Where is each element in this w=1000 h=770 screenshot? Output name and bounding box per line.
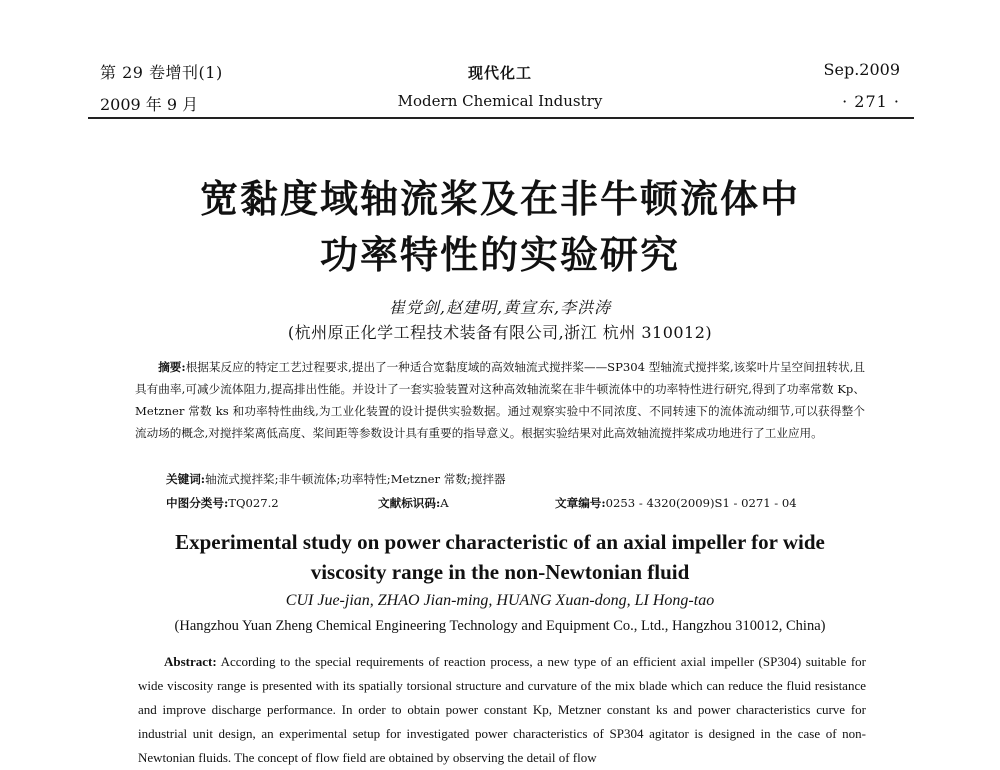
- document-code: [378, 495, 449, 511]
- article-number-value: 0253 - 4320(2009)S1 - 0271 - 04: [605, 496, 797, 510]
- publication-date-cn: 2009 年 9 月: [100, 95, 199, 114]
- affiliation-en: (Hangzhou Yuan Zheng Chemical Engineering Technology and Equipment Co., Ltd., Hangzhou 310012, China): [174, 618, 826, 634]
- abstract-cn: [135, 356, 865, 444]
- volume-issue: 第 29 卷增刊(1): [100, 63, 223, 82]
- title-cn-line2: 功率特性的实验研究: [319, 233, 680, 277]
- journal-header: [100, 60, 900, 114]
- document-code-value: A: [440, 496, 449, 510]
- clc-value: TQ027.2: [228, 496, 279, 510]
- page-number: · 271 ·: [842, 92, 900, 111]
- title-en-line1: Experimental study on power characteristic of an axial impeller for wide: [175, 530, 825, 554]
- affiliation-cn: (杭州原正化学工程技术装备有限公司,浙江 杭州 310012): [287, 323, 713, 342]
- clc-number: [166, 495, 279, 511]
- abstract-en: [138, 650, 866, 770]
- publication-date-en: Sep.2009: [823, 60, 900, 79]
- document-code-label: 文献标识码:: [378, 496, 441, 510]
- keywords-cn-label: 关键词:: [166, 472, 206, 486]
- abstract-cn-label: 摘要:: [158, 360, 186, 374]
- journal-name-cn: 现代化工: [467, 64, 532, 82]
- title-cn-line1: 宽黏度域轴流桨及在非牛顿流体中: [199, 177, 800, 221]
- article-number-label: 文章编号:: [555, 496, 606, 510]
- abstract-en-label: Abstract:: [164, 654, 217, 669]
- article-number: [555, 495, 797, 511]
- header-rule: [88, 117, 914, 119]
- clc-label: 中图分类号:: [166, 496, 229, 510]
- authors-en: CUI Jue-jian, ZHAO Jian-ming, HUANG Xuan-dong, LI Hong-tao: [285, 592, 715, 609]
- abstract-en-text: According to the special requirements of reaction process, a new type of an efficient axial impeller (SP304) suitable for wide viscosity range is presented with its spatially torsional structure and curvature of the mix blade which can reduce the fluid resistance and improve discharge performance. In order to obtain power constant Kp, Metzner constant ks and power characteristics curve for industrial unit design, an experimental setup for investigated power characteristics of SP304 agitator is designed in the case of non-Newtonian fluids. The concept of flow field are obtained by observing the detail of flow: [138, 654, 866, 765]
- keywords-cn: [166, 471, 506, 487]
- title-en-line2: viscosity range in the non-Newtonian fluid: [310, 560, 690, 584]
- journal-name-en: Modern Chemical Industry: [397, 92, 603, 110]
- keywords-cn-text: 轴流式搅拌桨;非牛顿流体;功率特性;Metzner 常数;搅拌器: [205, 472, 506, 486]
- authors-cn: 崔党剑,赵建明,黄宣东,李洪涛: [388, 298, 612, 317]
- abstract-cn-text: 根据某反应的特定工艺过程要求,提出了一种适合宽黏度域的高效轴流式搅拌桨——SP304 型轴流式搅拌桨,该桨叶片呈空间扭转状,且具有曲率,可减少流体阻力,提高排出性能。并设计了一套实验装置对这种高效轴流桨在非牛顿流体中的功率特性进行研究,得到了功率常数 Kp、Metzner 常数 ks 和功率特性曲线,为工业化装置的设计提供实验数据。通过观察实验中不同浓度、不同转速下的流体流动细节,可以获得整个流动场的概念,对搅拌桨离低高度、桨间距等参数设计具有重要的指导意义。根据实验结果对此高效轴流搅拌桨成功地进行了工业应用。: [135, 360, 866, 440]
